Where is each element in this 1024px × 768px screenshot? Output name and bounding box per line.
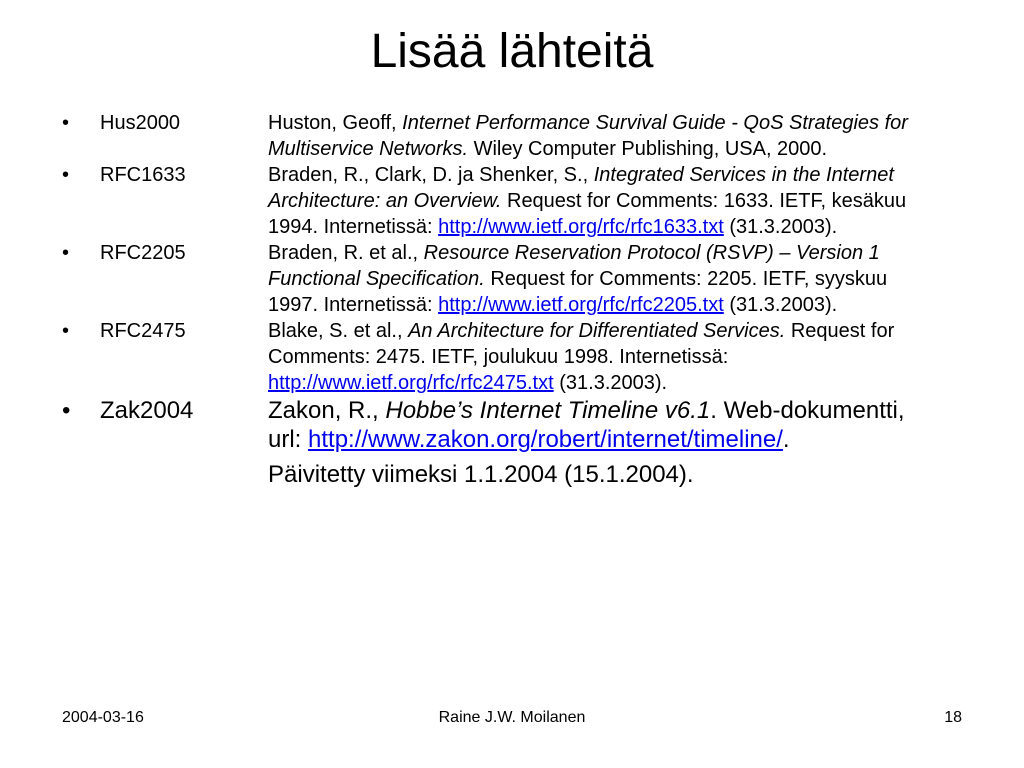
reference-update-note: Päivitetty viimeksi 1.1.2004 (15.1.2004). — [268, 461, 694, 488]
reference-access-date: (31.3.2003). — [553, 372, 668, 394]
reference-key: Hus2000 — [100, 112, 181, 134]
reference-title: Integrated Services in the Internet Architecture: an Overview. — [268, 164, 899, 212]
footer-author: Raine J.W. Moilanen — [438, 709, 586, 726]
reference-details: Request for Comments: 1633. IETF, kesäkuu 1994. Internetissä: — [268, 190, 912, 238]
reference-key: RFC2205 — [100, 242, 186, 264]
bullet-icon: • — [62, 112, 70, 134]
reference-authors: Zakon, R., — [268, 397, 386, 424]
reference-details: Request for Comments: 2205. IETF, syyskuu 1997. Internetissä: — [268, 268, 893, 316]
reference-authors: Blake, S. et al., — [268, 320, 409, 342]
reference-link[interactable]: http://www.ietf.org/rfc/rfc1633.txt — [438, 216, 724, 238]
reference-item-rfc1633 — [0, 162, 1024, 240]
reference-text — [268, 110, 914, 162]
reference-title: Hobbe’s Internet Timeline v6.1 — [385, 397, 711, 424]
reference-title: An Architecture for Differentiated Services. — [408, 320, 786, 342]
bullet-icon: • — [62, 164, 70, 186]
reference-text — [268, 240, 908, 318]
reference-text — [268, 318, 908, 396]
reference-period: . — [782, 426, 790, 453]
reference-list — [0, 110, 1024, 489]
reference-authors: Braden, R., Clark, D. ja Shenker, S., — [268, 164, 594, 186]
reference-key: RFC1633 — [100, 164, 186, 186]
reference-key: Zak2004 — [100, 397, 194, 424]
reference-access-date: (31.3.2003). — [723, 294, 838, 316]
reference-link[interactable]: http://www.ietf.org/rfc/rfc2475.txt — [268, 372, 554, 394]
reference-text — [268, 162, 912, 240]
reference-title: Resource Reservation Protocol (RSVP) – Version 1 Functional Specification. — [268, 242, 886, 290]
reference-authors: Braden, R. et al., — [268, 242, 424, 264]
reference-item-zak2004 — [0, 396, 1024, 489]
page-number: 18 — [944, 709, 962, 726]
reference-item-hus2000 — [0, 110, 1024, 162]
reference-text — [268, 396, 912, 489]
reference-link[interactable]: http://www.zakon.org/robert/internet/timeline/ — [308, 426, 783, 453]
reference-details: Wiley Computer Publishing, USA, 2000. — [468, 138, 828, 160]
reference-item-rfc2475 — [0, 318, 1024, 396]
reference-access-date: (31.3.2003). — [723, 216, 838, 238]
reference-details: . Web-dokumentti, url: — [268, 397, 912, 453]
reference-item-rfc2205 — [0, 240, 1024, 318]
reference-link[interactable]: http://www.ietf.org/rfc/rfc2205.txt — [438, 294, 724, 316]
reference-title: Internet Performance Survival Guide - QoS Strategies for Multiservice Networks. — [268, 112, 914, 160]
bullet-icon: • — [62, 397, 71, 424]
reference-key: RFC2475 — [100, 320, 186, 342]
bullet-icon: • — [62, 242, 70, 264]
reference-details: Request for Comments: 2475. IETF, joulukuu 1998. Internetissä: — [268, 320, 900, 368]
reference-authors: Huston, Geoff, — [268, 112, 403, 134]
slide-title: Lisää lähteitä — [370, 25, 654, 78]
footer-date: 2004-03-16 — [62, 709, 144, 726]
bullet-icon: • — [62, 320, 70, 342]
